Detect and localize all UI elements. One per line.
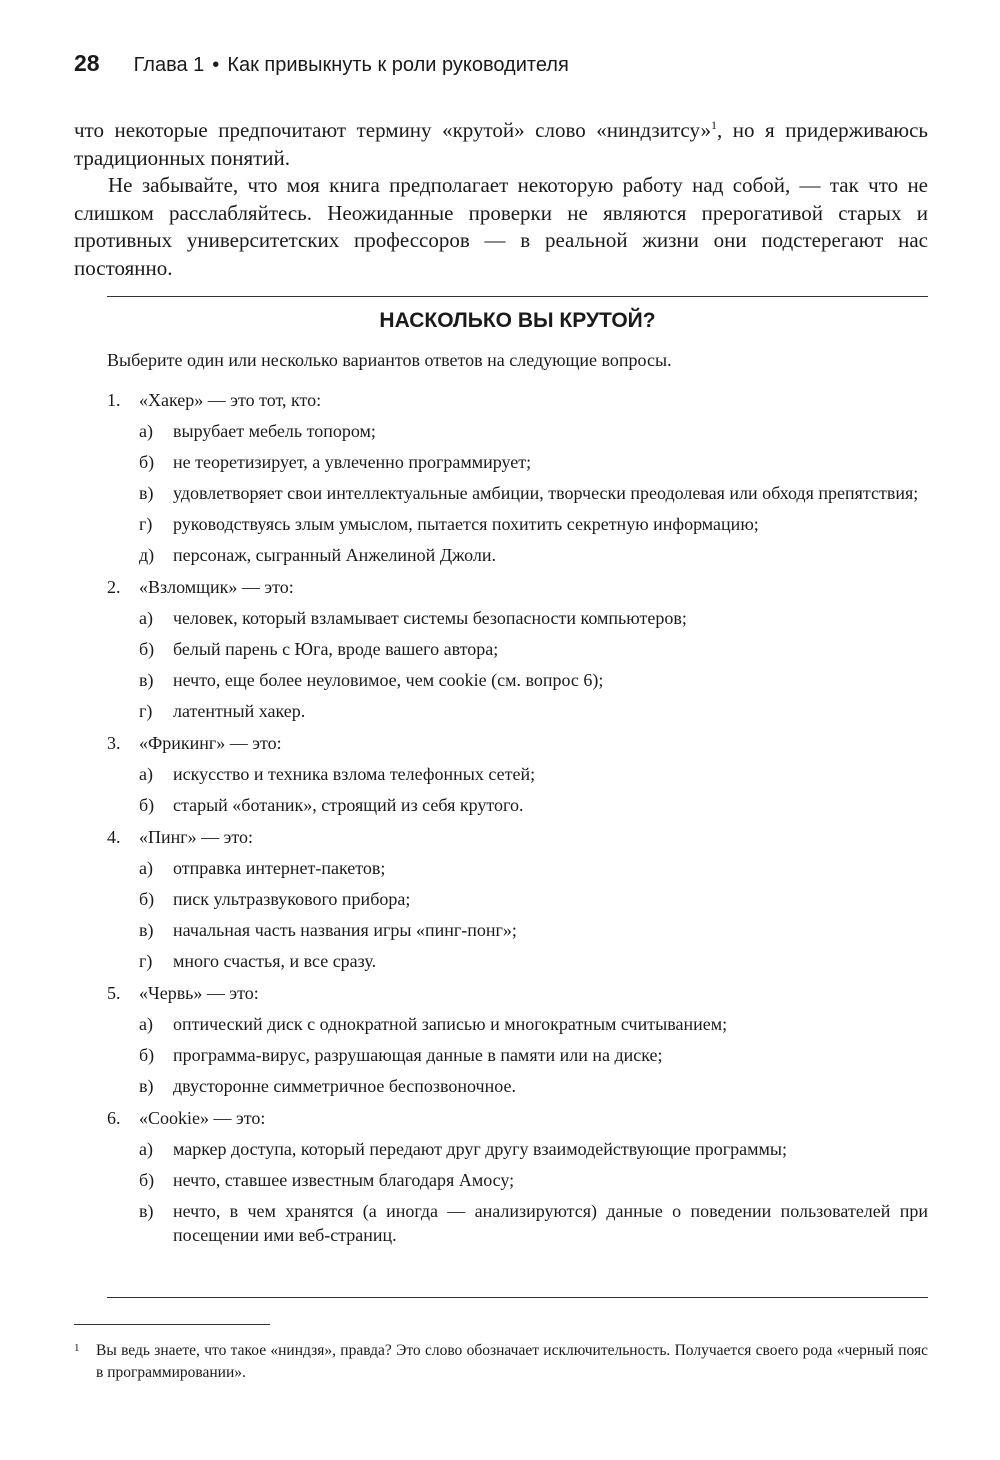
option-text: нечто, в чем хранятся (а иногда — анализируются) данные о поведении пользователей при посещении ими веб-страниц. [173, 1201, 928, 1245]
question-stem [107, 1106, 928, 1130]
answer-option [139, 856, 928, 880]
footnote-text: Вы ведь знаете, что такое «ниндзя», правда? Это слово обозначает исключительность. Получается своего рода «черный пояс в программировании». [96, 1342, 928, 1381]
answer-option [139, 887, 928, 911]
option-text: нечто, еще более неуловимое, чем cookie (см. вопрос 6); [173, 670, 604, 690]
answer-option [139, 481, 928, 505]
option-letter: а) [139, 1014, 153, 1034]
option-letter: а) [139, 608, 153, 628]
question-number: 3. [107, 733, 121, 753]
option-text: не теоретизирует, а увлеченно программирует; [173, 452, 532, 472]
footnote-rule [74, 1324, 270, 1325]
quiz-question [107, 575, 928, 723]
answer-option [139, 699, 928, 723]
intro-text [74, 117, 928, 282]
quiz-title: НАСКОЛЬКО ВЫ КРУТОЙ? [379, 309, 656, 332]
answer-option [139, 762, 928, 786]
question-stem [107, 575, 928, 599]
question-number: 2. [107, 577, 121, 597]
question-number: 6. [107, 1108, 121, 1128]
question-number: 1. [107, 390, 121, 410]
answer-option [139, 1137, 928, 1161]
answer-option [139, 543, 928, 567]
option-text: нечто, ставшее известным благодаря Амосу; [173, 1170, 515, 1190]
answer-option [139, 1012, 928, 1036]
quiz-question [107, 388, 928, 567]
question-number: 4. [107, 827, 121, 847]
answer-option [139, 419, 928, 443]
option-letter: в) [139, 920, 154, 940]
answer-option [139, 450, 928, 474]
option-letter: б) [139, 452, 155, 472]
answer-option [139, 606, 928, 630]
quiz-bottom-rule [107, 1297, 928, 1298]
quiz-question [107, 1106, 928, 1247]
answer-option [139, 949, 928, 973]
answer-option [139, 1074, 928, 1098]
intro-p1-text: что некоторые предпочитают термину «крутой» слово «ниндзитсу» [74, 118, 711, 142]
answer-option [139, 668, 928, 692]
answer-option [139, 512, 928, 536]
option-letter: в) [139, 1076, 154, 1096]
option-letter: б) [139, 795, 155, 815]
question-text: «Хакер» — это тот, кто: [139, 390, 322, 410]
question-stem [107, 981, 928, 1005]
running-header [74, 50, 569, 77]
option-letter: а) [139, 858, 153, 878]
option-letter: б) [139, 1170, 155, 1190]
question-text: «Взломщик» — это: [139, 577, 294, 597]
quiz-questions [107, 388, 928, 1255]
question-text: «Пинг» — это: [139, 827, 254, 847]
question-stem [107, 388, 928, 412]
question-number: 5. [107, 983, 121, 1003]
option-letter: а) [139, 1139, 153, 1159]
answer-option [139, 1043, 928, 1067]
question-text: «Cookie» — это: [139, 1108, 266, 1128]
option-text: искусство и техника взлома телефонных сетей; [173, 764, 536, 784]
option-text: удовлетворяет свои интеллектуальные амбиции, творчески преодолевая или обходя препятствия; [173, 483, 919, 503]
quiz-question [107, 731, 928, 817]
answer-option [139, 1168, 928, 1192]
option-text: человек, который взламывает системы безопасности компьютеров; [173, 608, 687, 628]
option-text: оптический диск с однократной записью и многократным считыванием; [173, 1014, 728, 1034]
option-letter: в) [139, 483, 154, 503]
option-text: программа-вирус, разрушающая данные в памяти или на диске; [173, 1045, 663, 1065]
footnote [74, 1340, 928, 1384]
option-text: персонаж, сыгранный Анжелиной Джоли. [173, 545, 496, 565]
option-text: руководствуясь злым умыслом, пытается похитить секретную информацию; [173, 514, 759, 534]
header-separator: • [212, 54, 220, 76]
answer-option [139, 793, 928, 817]
answer-option [139, 1199, 928, 1247]
option-letter: в) [139, 670, 154, 690]
option-letter: б) [139, 639, 155, 659]
option-text: двусторонне симметричное беспозвоночное. [173, 1076, 516, 1096]
option-text: начальная часть названия игры «пинг-понг»; [173, 920, 517, 940]
chapter-label: Глава 1 [133, 54, 205, 76]
option-text: латентный хакер. [173, 701, 306, 721]
quiz-top-rule [107, 296, 928, 297]
question-text: «Фрикинг» — это: [139, 733, 282, 753]
option-text: отправка интернет-пакетов; [173, 858, 386, 878]
footnote-mark: 1 [74, 1342, 80, 1354]
option-text: старый «ботаник», строящий из себя крутого. [173, 795, 524, 815]
question-text: «Червь» — это: [139, 983, 259, 1003]
quiz-instructions: Выберите один или несколько вариантов ответов на следующие вопросы. [107, 350, 672, 370]
option-letter: а) [139, 764, 153, 784]
option-text: маркер доступа, который передают друг другу взаимодействующие программы; [173, 1139, 787, 1159]
option-letter: в) [139, 1201, 154, 1221]
intro-p1-text-end: , но я придерживаюсь традиционных понятий. [74, 118, 928, 170]
question-stem [107, 825, 928, 849]
answer-option [139, 918, 928, 942]
option-letter: а) [139, 421, 153, 441]
quiz-question [107, 825, 928, 973]
option-letter: б) [139, 889, 155, 909]
quiz-question [107, 981, 928, 1098]
intro-paragraph-2: Не забывайте, что моя книга предполагает некоторую работу над собой, — так что не слишком расслабляйтесь. Неожиданные проверки не являются прерогативой старых и противных университетских профессоров — в реальной жизни они подстерегают нас постоянно. [74, 173, 928, 280]
option-text: вырубает мебель топором; [173, 421, 376, 441]
footnote-reference: 1 [710, 118, 717, 132]
option-text: писк ультразвукового прибора; [173, 889, 411, 909]
answer-option [139, 637, 928, 661]
option-letter: б) [139, 1045, 155, 1065]
page-number: 28 [74, 50, 100, 76]
intro-paragraph-1 [74, 117, 928, 172]
chapter-title: Как привыкнуть к роли руководителя [227, 54, 569, 76]
option-text: белый парень с Юга, вроде вашего автора; [173, 639, 499, 659]
option-letter: г) [139, 514, 153, 534]
option-letter: г) [139, 951, 153, 971]
option-text: много счастья, и все сразу. [173, 951, 377, 971]
option-letter: г) [139, 701, 153, 721]
question-stem [107, 731, 928, 755]
option-letter: д) [139, 545, 155, 565]
